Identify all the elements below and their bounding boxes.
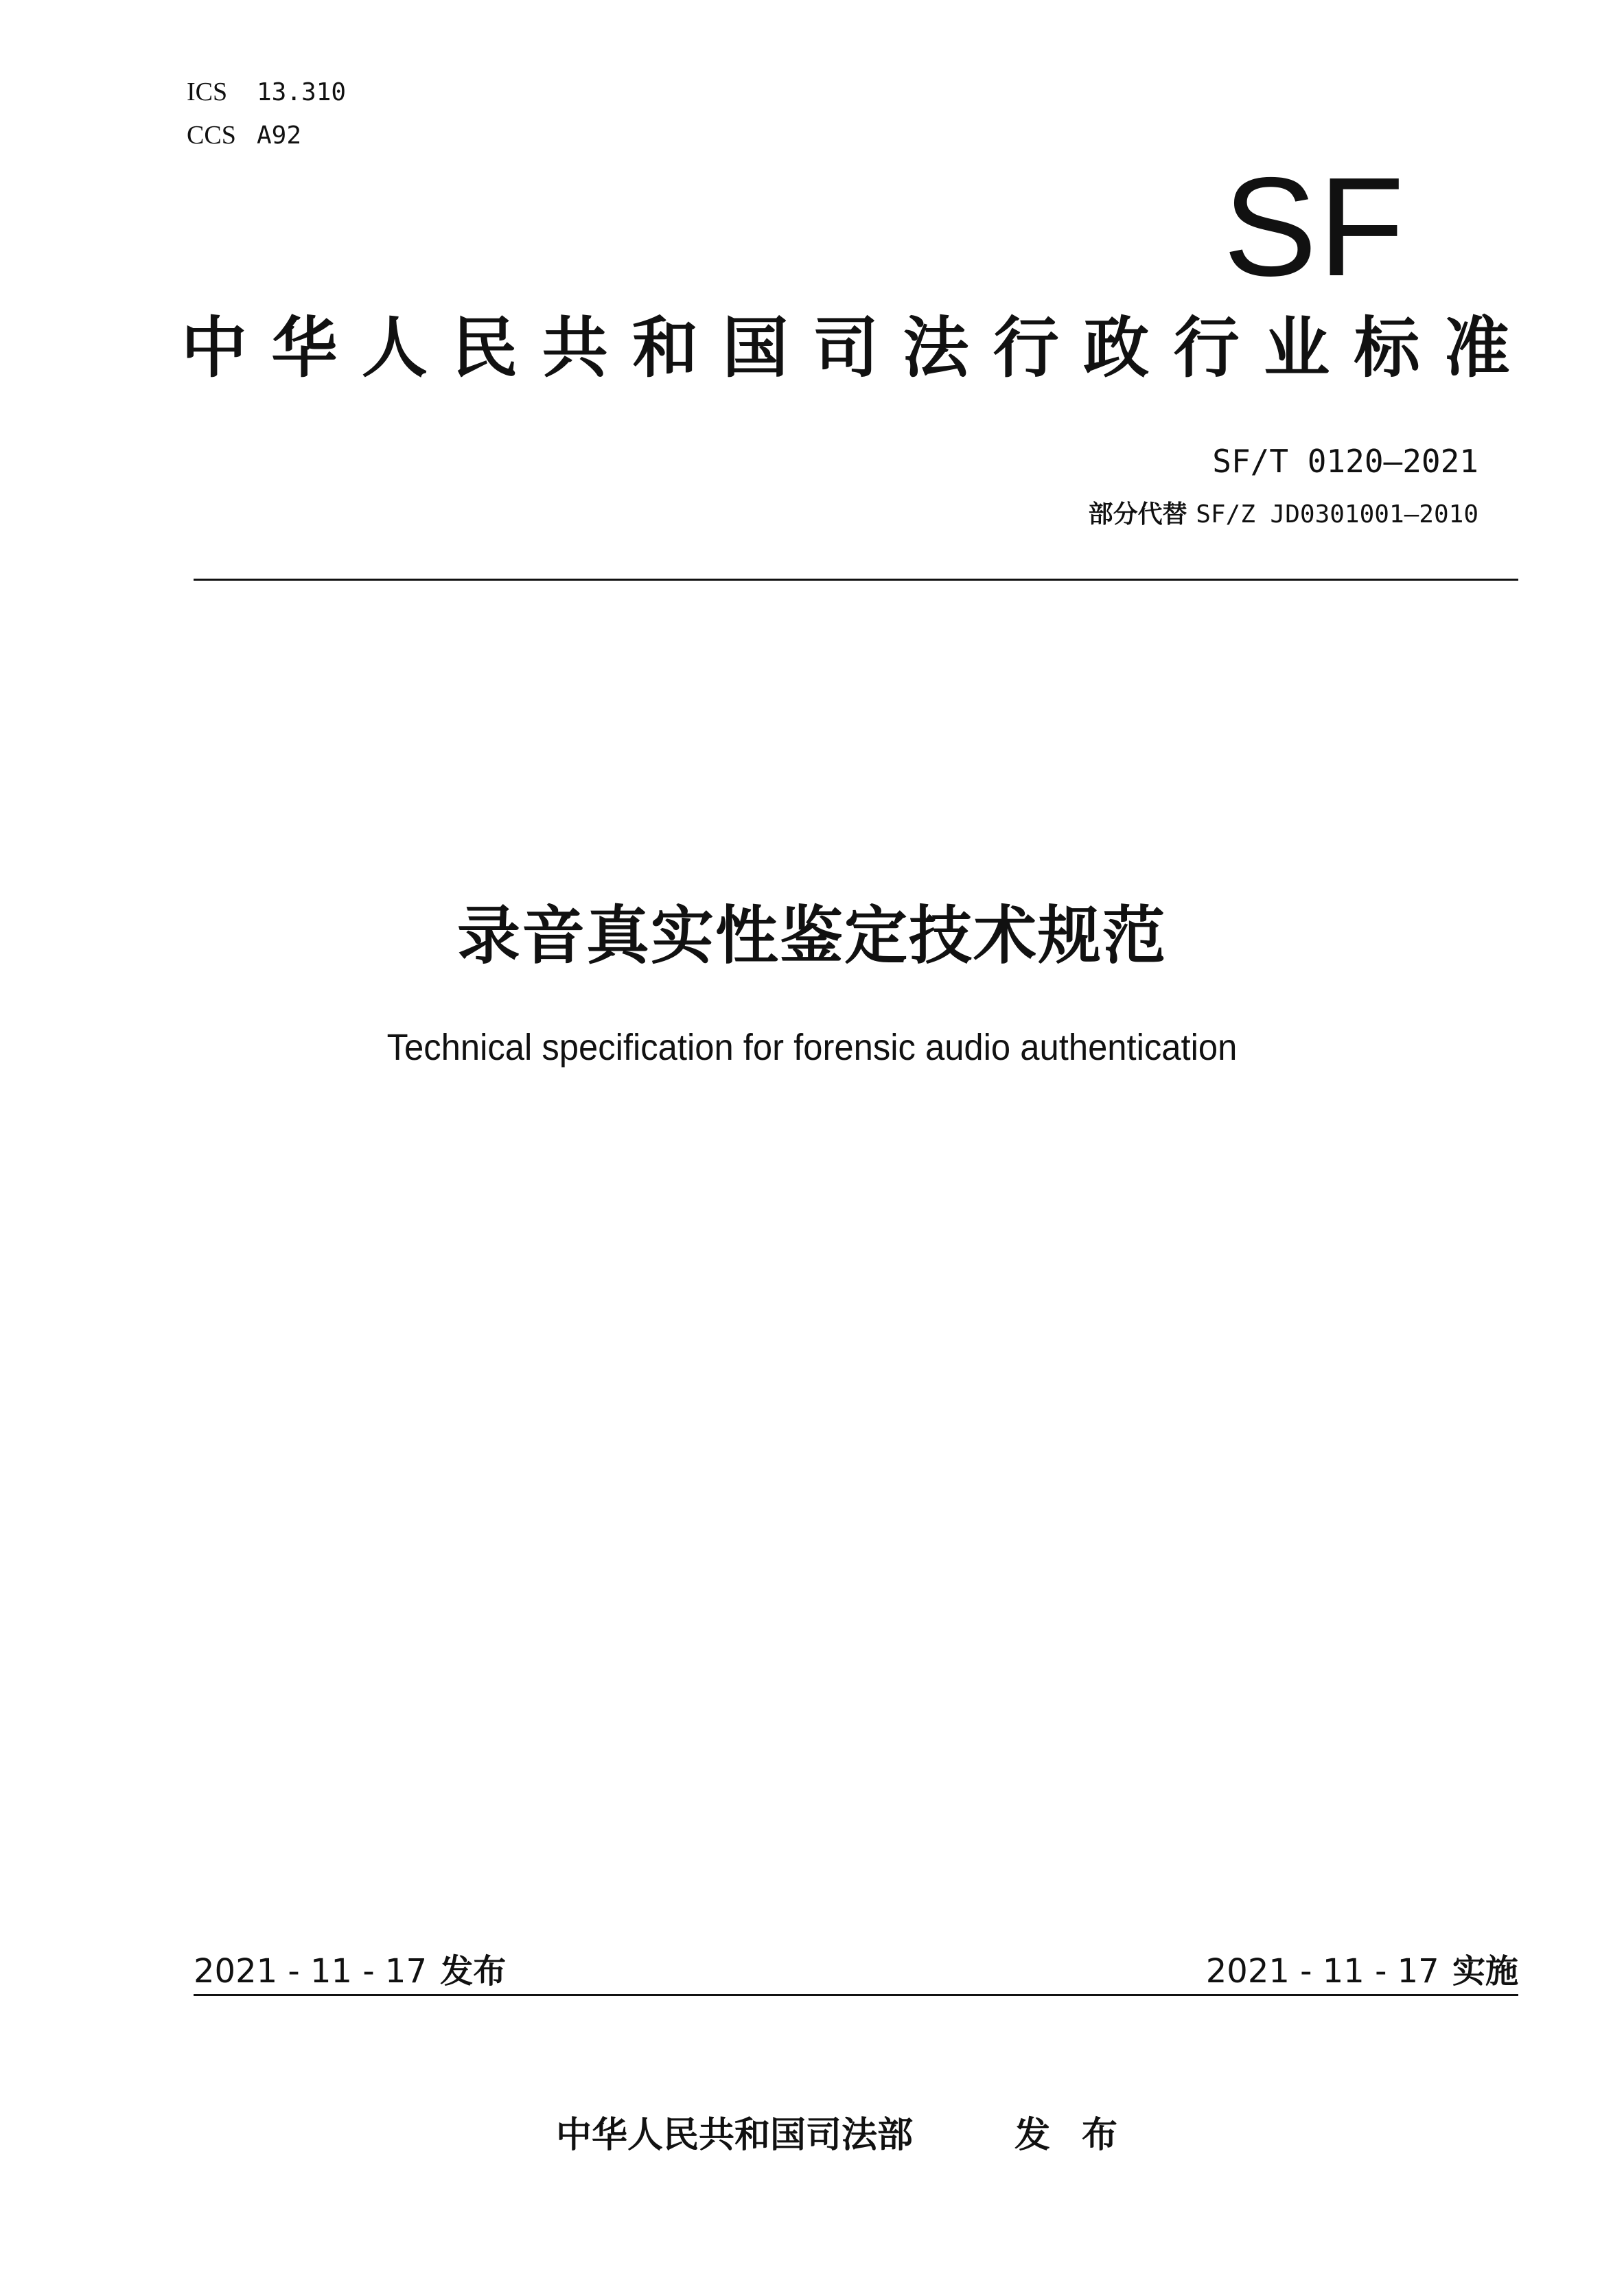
issuer-title-char: 共 [542,310,608,386]
issuer-title-char: 行 [993,310,1059,386]
issuer-title-char: 和 [632,310,699,386]
issuer-title-char: 中 [181,310,247,386]
sf-logo: SF [1223,148,1406,305]
issuer-title-char: 标 [1354,310,1420,386]
header-divider [194,579,1518,581]
issuing-action: 发布 [1014,2115,1150,2156]
publish-date [194,1945,506,1992]
issuer-title-char: 准 [1443,310,1510,386]
publish-label: 发布 [440,1952,507,1991]
ccs-label: CCS [187,121,236,150]
footer-divider [194,1994,1518,1996]
document-title-chinese: 录音真实性鉴定技术规范 [456,899,1167,973]
issuer-title-char: 行 [1173,310,1240,386]
issuer-title-char: 国 [722,310,789,386]
issuer-title [181,312,1510,385]
issuer-title-char: 政 [1083,310,1150,386]
effective-label: 实施 [1452,1952,1518,1991]
ics-code: 13.310 [257,78,347,106]
ics-label: ICS [187,78,228,106]
ccs-code: A92 [257,121,302,150]
issuer-title-char: 民 [452,310,518,386]
issuing-authority: 中华人民共和国司法部 [556,2115,914,2156]
issuer-title-char: 华 [271,310,338,386]
effective-date [1206,1945,1518,1992]
effective-date-value: 2021 - 11 - 17 [1205,1952,1439,1991]
issuer-title-char: 业 [1264,310,1330,386]
issuer-title-char: 法 [903,310,969,386]
standard-number: SF/T 0120—2021 [1212,443,1478,480]
replaces-standard-number: SF/Z JD0301001—2010 [1196,500,1478,529]
publish-date-value: 2021 - 11 - 17 [194,1952,427,1991]
replaces-note [1089,495,1478,530]
replaces-label: 部分代替 [1088,500,1187,529]
issuer-title-char: 司 [812,310,879,386]
document-title-english: Technical specification for forensic audio authentication [386,1027,1238,1068]
issuer-title-char: 人 [361,310,428,386]
